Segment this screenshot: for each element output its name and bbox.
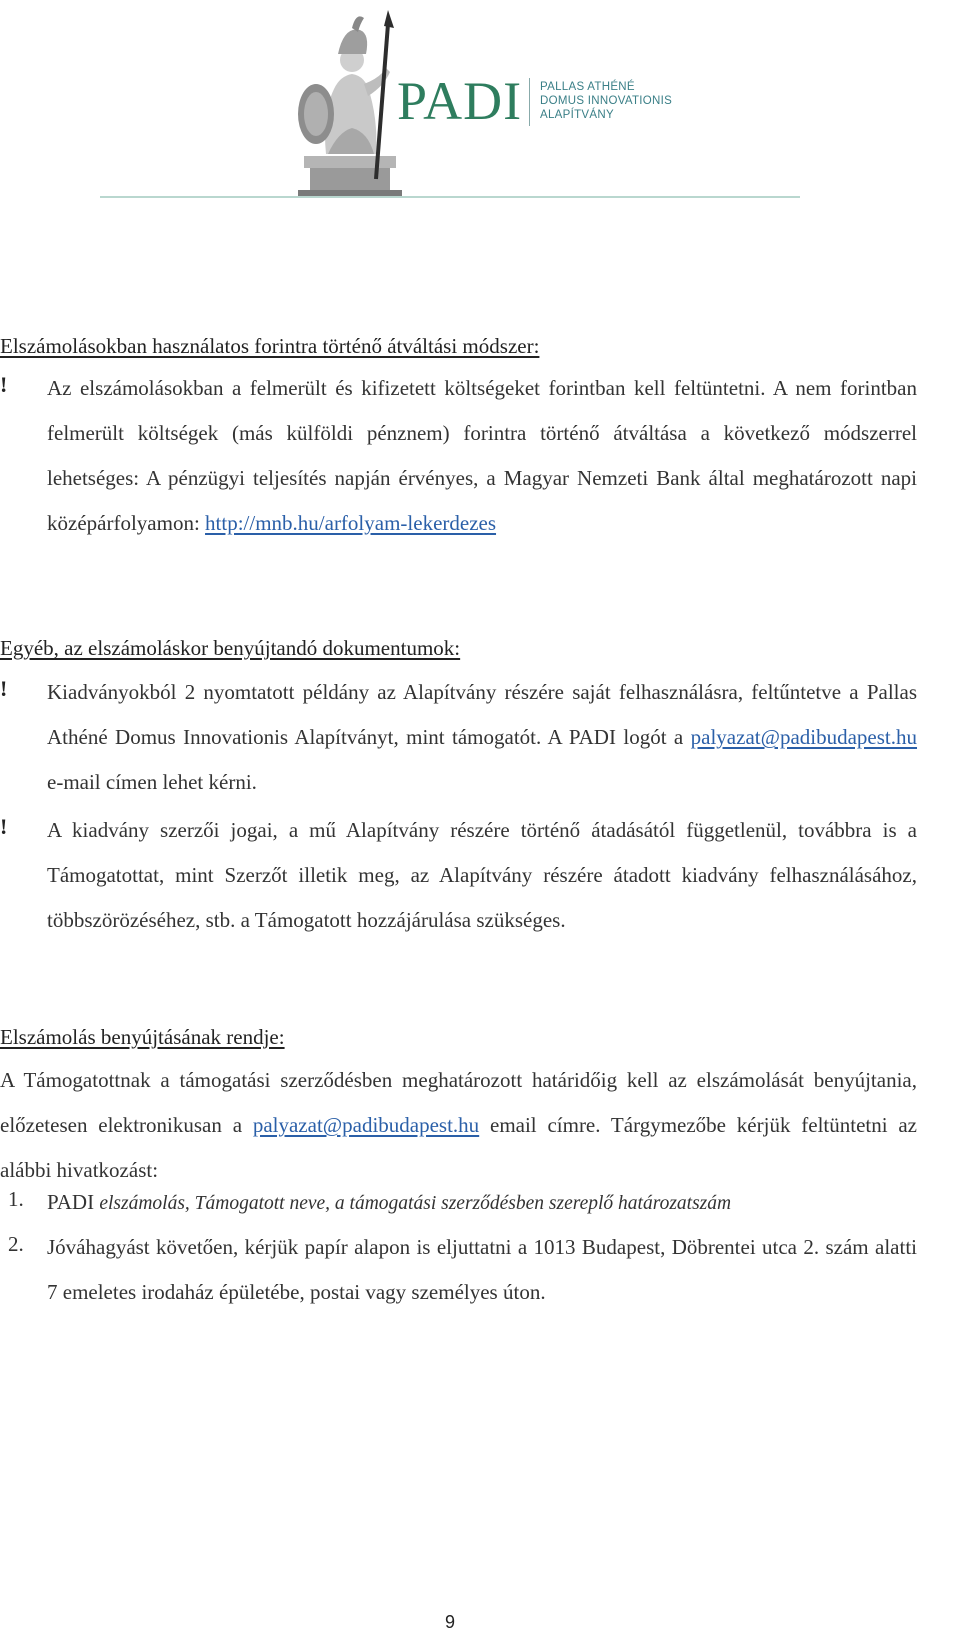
mnb-link[interactable]: http://mnb.hu/arfolyam-lekerdezes — [205, 511, 497, 535]
list-item — [47, 1180, 917, 1226]
page-number: 9 — [445, 1612, 456, 1632]
documents-item-2 — [47, 808, 917, 943]
list-number: 2. — [8, 1232, 24, 1256]
conversion-text: Az elszámolásokban a felmerült és kifizetett költségeket forintban kell feltüntetni. A nem forintban felmerült költségek (más külföldi pénznem) forintra történő átváltása a következő módszerrel lehetséges: A pénzügyi teljesítés napján érvényes, a Magyar Nemzeti Bank által meghatározott napi középárfolyamon: — [47, 376, 917, 535]
bullet-mark: ! — [0, 372, 8, 397]
page-header — [0, 0, 960, 205]
logo-divider — [529, 78, 530, 126]
submission-paragraph — [0, 1058, 917, 1193]
list-item-text: Jóváhagyást követően, kérjük papír alapon is eljuttatni a 1013 Budapest, Döbrentei utca 2. szám alatti 7 emeletes irodaház épületébe, postai vagy személyes úton. — [47, 1235, 917, 1304]
logo-subtitle-line: ALAPÍTVÁNY — [540, 109, 614, 121]
section-heading-documents: Egyéb, az elszámoláskor benyújtandó dokumentumok: — [0, 636, 461, 660]
conversion-paragraph — [47, 366, 917, 546]
submission-text: A Támogatottnak a támogatási szerződésben meghatározott határidőig kell az elszámolását benyújtania, előzetesen elektronikusan a — [0, 1068, 917, 1137]
documents-item-1-text: Kiadványokból 2 nyomtatott példány az Alapítvány részére saját felhasználásra, feltűntetve a Pallas Athéné Domus Innovationis Alapítványt, mint támogatót. A PADI logót a — [47, 680, 917, 749]
list-item-italic-text: elszámolás, Támogatott neve, a támogatási szerződésben szereplő határozatszám — [99, 1193, 732, 1214]
bullet-mark: ! — [0, 676, 8, 701]
email-link[interactable]: palyazat@padibudapest.hu — [690, 725, 918, 749]
documents-item-1 — [47, 670, 917, 805]
documents-item-1-text-after: e-mail címen lehet kérni. — [47, 770, 257, 794]
section-heading-submission: Elszámolás benyújtásának rendje: — [0, 1025, 285, 1049]
submission-text-after: email címre. Tárgymezőbe kérjük feltüntetni az alábbi hivatkozást: — [0, 1113, 918, 1182]
list-item — [47, 1225, 917, 1315]
logo-subtitle-line: DOMUS INNOVATIONIS — [540, 95, 673, 107]
section-heading-conversion: Elszámolásokban használatos forintra történő átváltási módszer: — [0, 334, 540, 358]
padi-logo-text: PADI — [397, 71, 523, 131]
list-item-text: PADI — [47, 1190, 95, 1214]
logo-subtitle-line: PALLAS ATHÉNÉ — [540, 81, 635, 93]
logo-subtitle — [540, 80, 672, 122]
bullet-mark: ! — [0, 814, 8, 839]
list-number: 1. — [8, 1187, 24, 1211]
email-link[interactable]: palyazat@padibudapest.hu — [252, 1113, 480, 1137]
documents-item-2-text: A kiadvány szerzői jogai, a mű Alapítvány részére történő átadásától függetlenül, továbbra is a Támogatottat, mint Szerzőt illetik meg, az Alapítvány részére átadott kiadvány felhasználásához, többszörözéséhez, stb. a Támogatott hozzájárulása szükséges. — [47, 818, 917, 932]
header-rule — [100, 196, 800, 198]
